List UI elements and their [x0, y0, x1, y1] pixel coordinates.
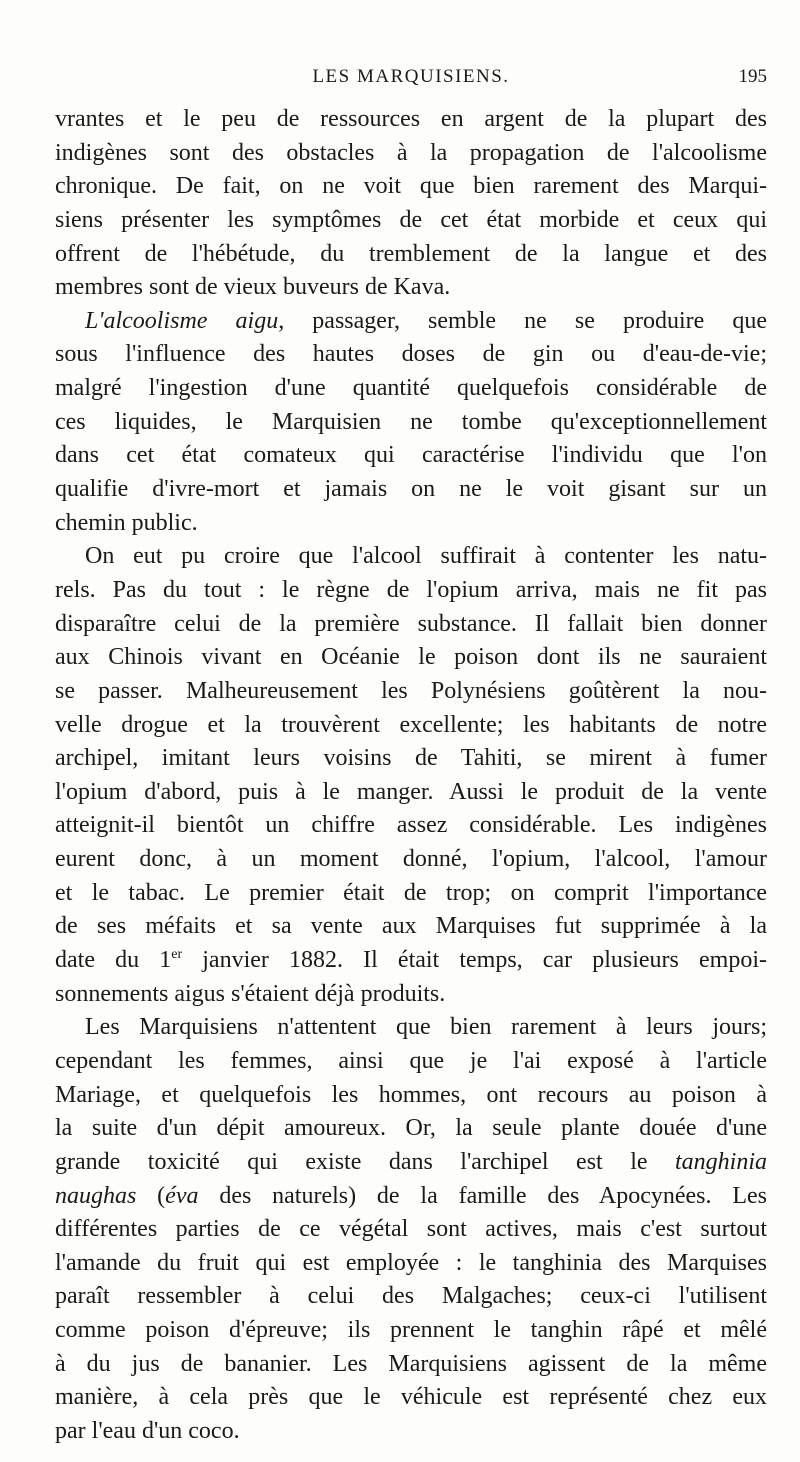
ordinal-superscript: er — [171, 947, 183, 963]
running-head — [55, 66, 767, 90]
text-line: vrantes et le peu de ressources en argent de la plupart des — [55, 106, 767, 132]
text-line: à du jus de bananier. Les Marquisiens agissent de la même — [55, 1350, 767, 1377]
text-line: par l'eau d'un coco. — [55, 1417, 240, 1444]
text-line: malgré l'ingestion d'une quantité quelquefois considérable de — [55, 375, 767, 402]
text-line: paraît ressembler à celui des Malgaches; ceux-ci l'utilisent — [55, 1283, 767, 1310]
text-line: chemin public. — [55, 509, 198, 536]
text-line: atteignit-il bientôt un chiffre assez considérable. Les indigènes — [55, 812, 767, 839]
text-line: membres sont de vieux buveurs de Kava. — [55, 274, 451, 301]
text-line: ces liquides, le Marquisien ne tombe qu'exceptionnellement — [55, 408, 767, 435]
text-line: manière, à cela près que le véhicule est représenté chez eux — [55, 1384, 767, 1411]
text-line: offrent de l'hébétude, du tremblement de la langue et des — [55, 240, 767, 267]
body-text — [55, 103, 767, 1449]
italic-term: L'alcoolisme aigu — [85, 307, 279, 334]
text-line: chronique. De fait, on ne voit que bien rarement des Marqui- — [55, 173, 767, 200]
italic-term: éva — [165, 1182, 199, 1209]
page-number: 195 — [738, 66, 767, 87]
text-line: siens présenter les symptômes de cet état morbide et ceux qui — [55, 206, 767, 233]
text-line: velle drogue et la trouvèrent excellente; les habitants de notre — [55, 711, 767, 738]
text-line: archipel, imitant leurs voisins de Tahiti, se mirent à fumer — [55, 745, 767, 772]
italic-term: tanghinia — [674, 1148, 767, 1175]
text-line: grande toxicité qui existe dans l'archipel est le tanghinia — [55, 1148, 767, 1175]
text-line: Mariage, et quelquefois les hommes, ont recours au poison à — [55, 1081, 767, 1108]
text-line: et le tabac. Le premier était de trop; on comprit l'importance — [55, 879, 767, 906]
text-line: différentes parties de ce végétal sont actives, mais c'est surtout — [55, 1216, 767, 1243]
text-line: On eut pu croire que l'alcool suffirait à contenter les natu- — [85, 543, 767, 570]
text-line: de ses méfaits et sa vente aux Marquises fut supprimée à la — [55, 913, 767, 940]
text-line: l'amande du fruit qui est employée : le tanghinia des Marquises — [55, 1249, 767, 1276]
text-line: disparaître celui de la première substance. Il fallait bien donner — [55, 610, 767, 637]
text-line: date du 1er janvier 1882. Il était temps, car plusieurs empoi- — [55, 947, 767, 974]
text-line: eurent donc, à un moment donné, l'opium, l'alcool, l'amour — [55, 846, 767, 873]
text-line: indigènes sont des obstacles à la propagation de l'alcoolisme — [55, 139, 767, 166]
text-line: cependant les femmes, ainsi que je l'ai exposé à l'article — [55, 1047, 767, 1074]
text-line: L'alcoolisme aigu, passager, semble ne se produire que — [85, 307, 767, 334]
text-line: sonnements aigus s'étaient déjà produits. — [55, 980, 446, 1007]
running-title: LES MARQUISIENS. — [312, 66, 510, 87]
text-line: l'opium d'abord, puis à le manger. Aussi le produit de la vente — [55, 778, 767, 805]
text-line: naughas (éva des naturels) de la famille des Apocynées. Les — [55, 1182, 767, 1209]
text-line: se passer. Malheureusement les Polynésiens goûtèrent la nou- — [55, 677, 767, 704]
text-line: comme poison d'épreuve; ils prennent le tanghin râpé et mêlé — [55, 1317, 767, 1344]
text-line: sous l'influence des hautes doses de gin ou d'eau-de-vie; — [55, 341, 767, 368]
text-line: la suite d'un dépit amoureux. Or, la seule plante douée d'une — [55, 1115, 767, 1142]
text-line: aux Chinois vivant en Océanie le poison dont ils ne sauraient — [55, 644, 767, 671]
text-line: Les Marquisiens n'attentent que bien rarement à leurs jours; — [85, 1014, 767, 1041]
text-line: dans cet état comateux qui caractérise l'individu que l'on — [55, 442, 767, 469]
text-line: qualifie d'ivre-mort et jamais on ne le voit gisant sur un — [55, 476, 767, 503]
text-line: rels. Pas du tout : le règne de l'opium arriva, mais ne fit pas — [55, 576, 767, 603]
italic-term: naughas — [55, 1182, 137, 1209]
